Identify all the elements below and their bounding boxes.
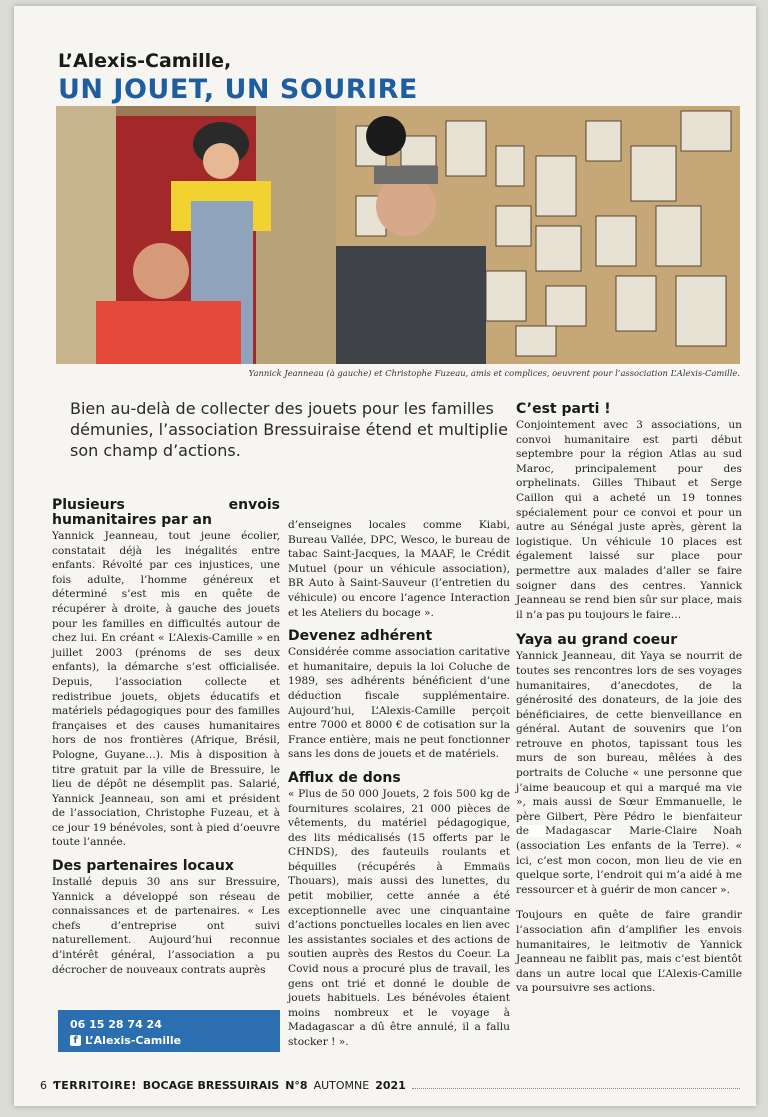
heading-yaya: Yaya au grand coeur [516, 632, 678, 649]
footer-dotted-rule [412, 1080, 740, 1089]
column-2 [288, 518, 510, 1050]
page-number: 6 [40, 1079, 47, 1092]
yaya-text-a: Yannick Jeanneau, dit Yaya se nourrit de toutes ses rencontres lors de ses voyages humanitaires, d’anecdotes, de la générosité des donateurs, de la joie des bénéficiaires, de cette bienveillance en général. Autant de souvenirs que l’on retrouve en photos, tapissant tous les murs de son bureau, mêlées à des portraits de Coluche « une personne que j’aime beaucoup et qui a marqué ma vie », mais aussi de Sœur Emmanuelle, le père Gilbert, Père Pédro [516, 650, 742, 823]
issue-number: N°8 [285, 1079, 308, 1092]
paragraph-partenaires: Installé depuis 30 ans sur Bressuire, Yannick a développé son réseau de connaissances et de partenaires. « Les chefs d’entreprise ont suivi naturellement. Aujourd’hui reconnue d’intérêt général, l’association a pu décrocher de nouveaux contrats auprès [52, 876, 280, 976]
paragraph-conclusion: Toujours en quête de faire grandir l’association afin d’amplifier les envois humanitaires, le leitmotiv de Yannick Jeanneau ne faiblit pas, mais c’est bientôt dans un autre local que L’Alexis-Camille va poursuivre ses actions. [516, 909, 742, 995]
highlight-bienfaiteur: bienfaiteur de Madagascar [516, 810, 742, 838]
section-name: BOCAGE BRESSUIRAIS [142, 1079, 280, 1092]
column-1 [52, 498, 280, 977]
heading-dons: Afflux de dons [288, 769, 401, 786]
magazine-page [14, 6, 756, 1106]
highlight-le: le [662, 810, 673, 823]
heading-parti: C’est parti ! [516, 401, 611, 417]
facebook-icon: f [70, 1035, 81, 1046]
contact-box [58, 1010, 280, 1052]
facebook-label: L’Alexis-Camille [85, 1034, 182, 1047]
paragraph-yaya [516, 649, 742, 897]
heading-envois: Plusieurs envois humanitaires par an [52, 497, 280, 528]
season: AUTOMNE [313, 1079, 370, 1092]
article-title: UN JOUET, UN SOURIRE [58, 74, 418, 105]
paragraph-dons: « Plus de 50 000 Jouets, 2 fois 500 kg de fournitures scolaires, 21 000 pièces de vêtements, du matériel pédagogique, des lits médicalisés (15 offerts par le CHNDS), des fauteuils roulants et béquilles (récupérés à Emmaüs Thouars), mais aussi des lunettes, du petit mobilier, cette année a été exceptionnelle avec une cinquantaine d’actions ponctuelles locales en lien avec les assistantes sociales et des actions de soutien auprès des Restos du Coeur. La Covid nous a procuré plus de travail, les gens ont trié et donné le double de jouets habituels. Les bénévoles étaient moins nombreux et le voyage à Madagascar a dû être annulé, il a fallu stocker ! ». [288, 787, 510, 1048]
photo-caption: Yannick Jeanneau (à gauche) et Christophe Fuzeau, amis et complices, oeuvrent pour l’association L’Alexis-Camille. [248, 368, 740, 378]
heading-adherent: Devenez adhérent [288, 628, 433, 645]
contact-phone: 06 15 28 74 24 [70, 1018, 162, 1031]
paragraph-parti: Conjointement avec 3 associations, un convoi humanitaire est parti début septembre pour la région Atlas au sud Maroc, principalement pour des orphelinats. Gilles Thibaut et Serge Caillon qui a acheté un 19 tonnes spécialement pour ce convoi et pour un autre au Sénégal juste après, gèrent la logistique. Un véhicule 10 places est également laissé sur place pour permettre aux malades d’aller se faire soigner dans des centres. Yannick Jeanneau se rend bien sûr sur place, mais il n’a pas pu toujours le faire… [516, 419, 742, 621]
contact-facebook [70, 1034, 181, 1047]
article-lead: Bien au-delà de collecter des jouets pour les familles démunies, l’association Bressuiraise étend et multiplie son champ d’actions. [70, 399, 508, 460]
year: 2021 [375, 1079, 406, 1092]
column-3 [516, 402, 742, 996]
paragraph-envois: Yannick Jeanneau, tout jeune écolier, constatait déjà les inégalités entre enfants. Révolté par ces injustices, une fois adulte, l’homme généreux et déterminé s’est mis en quête de récupérer à droite, à gauche des jouets pour les familles en difficultés autour de chez lui. En créant « L’Alexis-Camille » en juillet 2003 (prénoms de ses deux enfants), la démarche s’est officialisée. Depuis, l’association collecte et redistribue jouets, objets éducatifs et matériels pédagogiques pour des familles françaises et des causes humanitaires hors de nos frontières (Afrique, Brésil, Pologne, Guyane…). Mis à disposition à titre gratuit par la ville de Bressuire, le lieu de dépôt ne désemplit pas. Salarié, Yannick Jeanneau, son ami et président de l’association, Christophe Fuzeau, et à ce jour 19 bénévoles, sont à pied d’oeuvre toute l’année. [52, 530, 280, 849]
paragraph-enseignes: d’enseignes locales comme Kiabi, Bureau Vallée, DPC, Wesco, le bureau de tabac Saint-Jacques, la MAAF, le Crédit Mutuel (pour un véhicule association), BR Auto à Saint-Sauveur (l’entretien du véhicule) ou encore l’agence Interaction et les Ateliers du bocage ». [288, 519, 510, 619]
yaya-text-b: Marie-Claire Noah (association Les enfants de la Terre). « ici, c’est mon cocon, mon lieu de vie en quelque sorte, l’endroit qui m’a aidé à me ressourcer et à guérir de mon cancer ». [516, 825, 742, 896]
heading-partenaires: Des partenaires locaux [52, 858, 234, 875]
article-photo [56, 106, 740, 364]
magazine-name: ƬERRITOIRE! [53, 1079, 137, 1092]
page-footer [40, 1079, 740, 1092]
paragraph-adherent: Considérée comme association caritative et humanitaire, depuis la loi Coluche de 1989, ses adhérents bénéficient d’une déduction fiscale supplémentaire. Aujourd’hui, L’Alexis-Camille perçoit entre 7000 et 8000 € de cotisation sur la France entière, mais ne peut fonctionner sans les dons de jouets et de matériels. [288, 646, 510, 761]
article-kicker: L’Alexis-Camille, [58, 50, 232, 72]
